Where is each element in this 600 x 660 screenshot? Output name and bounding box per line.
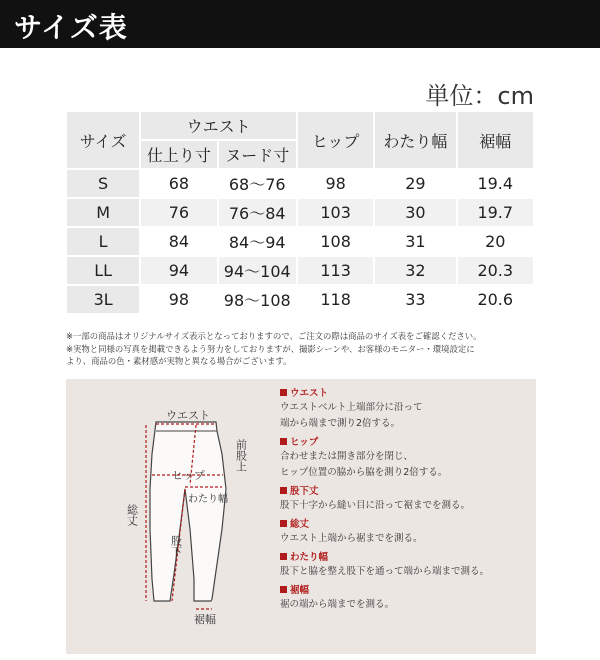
- square-bullet-icon: [280, 389, 287, 396]
- definition-text: 裾の端から端までを測る。: [280, 599, 395, 610]
- table-row: [67, 199, 533, 226]
- cell-hem: 20.3: [458, 257, 534, 284]
- square-bullet-icon: [280, 586, 287, 593]
- note-line: ※実物と同様の写真を掲載できるよう努力をしておりますが、撮影シーンや、お客様のモニター・環境設定に: [66, 343, 475, 354]
- cell-thigh: 33: [375, 286, 455, 313]
- cell-finished: 98: [141, 286, 216, 313]
- square-bullet-icon: [280, 438, 287, 445]
- header-waist-nude: ヌード寸: [219, 141, 296, 168]
- cell-size: S: [67, 170, 139, 197]
- cell-nude: 76〜84: [219, 199, 296, 226]
- definition-item: [280, 387, 530, 432]
- table-row: [67, 257, 533, 284]
- header-waist: ウエスト: [141, 112, 296, 139]
- cell-hem: 20: [458, 228, 534, 255]
- definition-title: 股下丈: [290, 486, 319, 497]
- cell-thigh: 31: [375, 228, 455, 255]
- square-bullet-icon: [280, 520, 287, 527]
- definition-item: [280, 436, 530, 481]
- page-title: サイズ表: [14, 11, 128, 44]
- cell-hip: 103: [298, 199, 373, 226]
- definition-text: ウエストベルト上端部分に沿って: [280, 402, 423, 413]
- definition-title: わたり幅: [290, 552, 329, 563]
- header-thigh: わたり幅: [375, 112, 455, 168]
- label-waist: ウエスト: [166, 409, 210, 422]
- table-row: [67, 228, 533, 255]
- cell-finished: 84: [141, 228, 216, 255]
- cell-hip: 113: [298, 257, 373, 284]
- cell-thigh: 29: [375, 170, 455, 197]
- label-outseam: 総丈: [125, 504, 139, 526]
- definition-item: [280, 518, 530, 547]
- definition-item: [280, 584, 530, 613]
- definition-text: ウエスト上端から裾までを測る。: [280, 533, 423, 544]
- cell-thigh: 30: [375, 199, 455, 226]
- label-hem: 裾幅: [194, 613, 216, 626]
- cell-hip: 108: [298, 228, 373, 255]
- definition-text: 端から端まで測り2倍する。: [280, 418, 401, 429]
- measurement-guide-panel: [66, 379, 536, 654]
- square-bullet-icon: [280, 553, 287, 560]
- square-bullet-icon: [280, 487, 287, 494]
- definition-text: 股下と脇を整え股下を通って端から端まで測る。: [280, 566, 490, 577]
- cell-size: M: [67, 199, 139, 226]
- cell-finished: 76: [141, 199, 216, 226]
- cell-size: LL: [67, 257, 139, 284]
- cell-hem: 20.6: [458, 286, 534, 313]
- definition-title: 総丈: [290, 519, 310, 530]
- size-table: [65, 110, 535, 315]
- definition-item: [280, 551, 530, 580]
- cell-nude: 98〜108: [219, 286, 296, 313]
- cell-thigh: 32: [375, 257, 455, 284]
- note-line: より、商品の色・素材感が実物と異なる場合がございます。: [66, 356, 292, 366]
- definition-text: 股下十字から縫い目に沿って裾までを測る。: [280, 500, 471, 511]
- notes: [66, 330, 536, 368]
- label-hip: ヒップ: [172, 469, 205, 482]
- cell-finished: 94: [141, 257, 216, 284]
- label-inseam: 股下: [169, 535, 183, 557]
- header-hem: 裾幅: [458, 112, 534, 168]
- header-hip: ヒップ: [298, 112, 373, 168]
- label-thigh: わたり幅: [188, 494, 228, 505]
- cell-hip: 118: [298, 286, 373, 313]
- cell-size: 3L: [67, 286, 139, 313]
- cell-finished: 68: [141, 170, 216, 197]
- note-line: ※一部の商品はオリジナルサイズ表示となっておりますので、ご注文の際は商品のサイズ表をご確認ください。: [66, 331, 482, 341]
- table-row: [67, 170, 533, 197]
- label-rise: 前股上: [234, 439, 248, 472]
- unit-label: 単位：cm: [425, 82, 534, 110]
- cell-nude: 68〜76: [219, 170, 296, 197]
- pants-diagram: [66, 379, 280, 654]
- header-bar: [0, 0, 600, 48]
- cell-hem: 19.4: [458, 170, 534, 197]
- cell-hip: 98: [298, 170, 373, 197]
- cell-size: L: [67, 228, 139, 255]
- cell-nude: 94〜104: [219, 257, 296, 284]
- header-waist-finished: 仕上り寸: [141, 141, 216, 168]
- cell-hem: 19.7: [458, 199, 534, 226]
- definition-item: [280, 485, 530, 514]
- definition-title: ヒップ: [290, 437, 319, 448]
- definition-text: 合わせまたは開き部分を閉じ、: [280, 451, 414, 462]
- table-row: [67, 286, 533, 313]
- definitions-list: [280, 387, 530, 617]
- definition-title: ウエスト: [290, 388, 329, 399]
- cell-nude: 84〜94: [219, 228, 296, 255]
- definition-title: 裾幅: [290, 585, 310, 596]
- definition-text: ヒップ位置の脇から脇を測り2倍する。: [280, 467, 448, 478]
- header-size: サイズ: [67, 112, 139, 168]
